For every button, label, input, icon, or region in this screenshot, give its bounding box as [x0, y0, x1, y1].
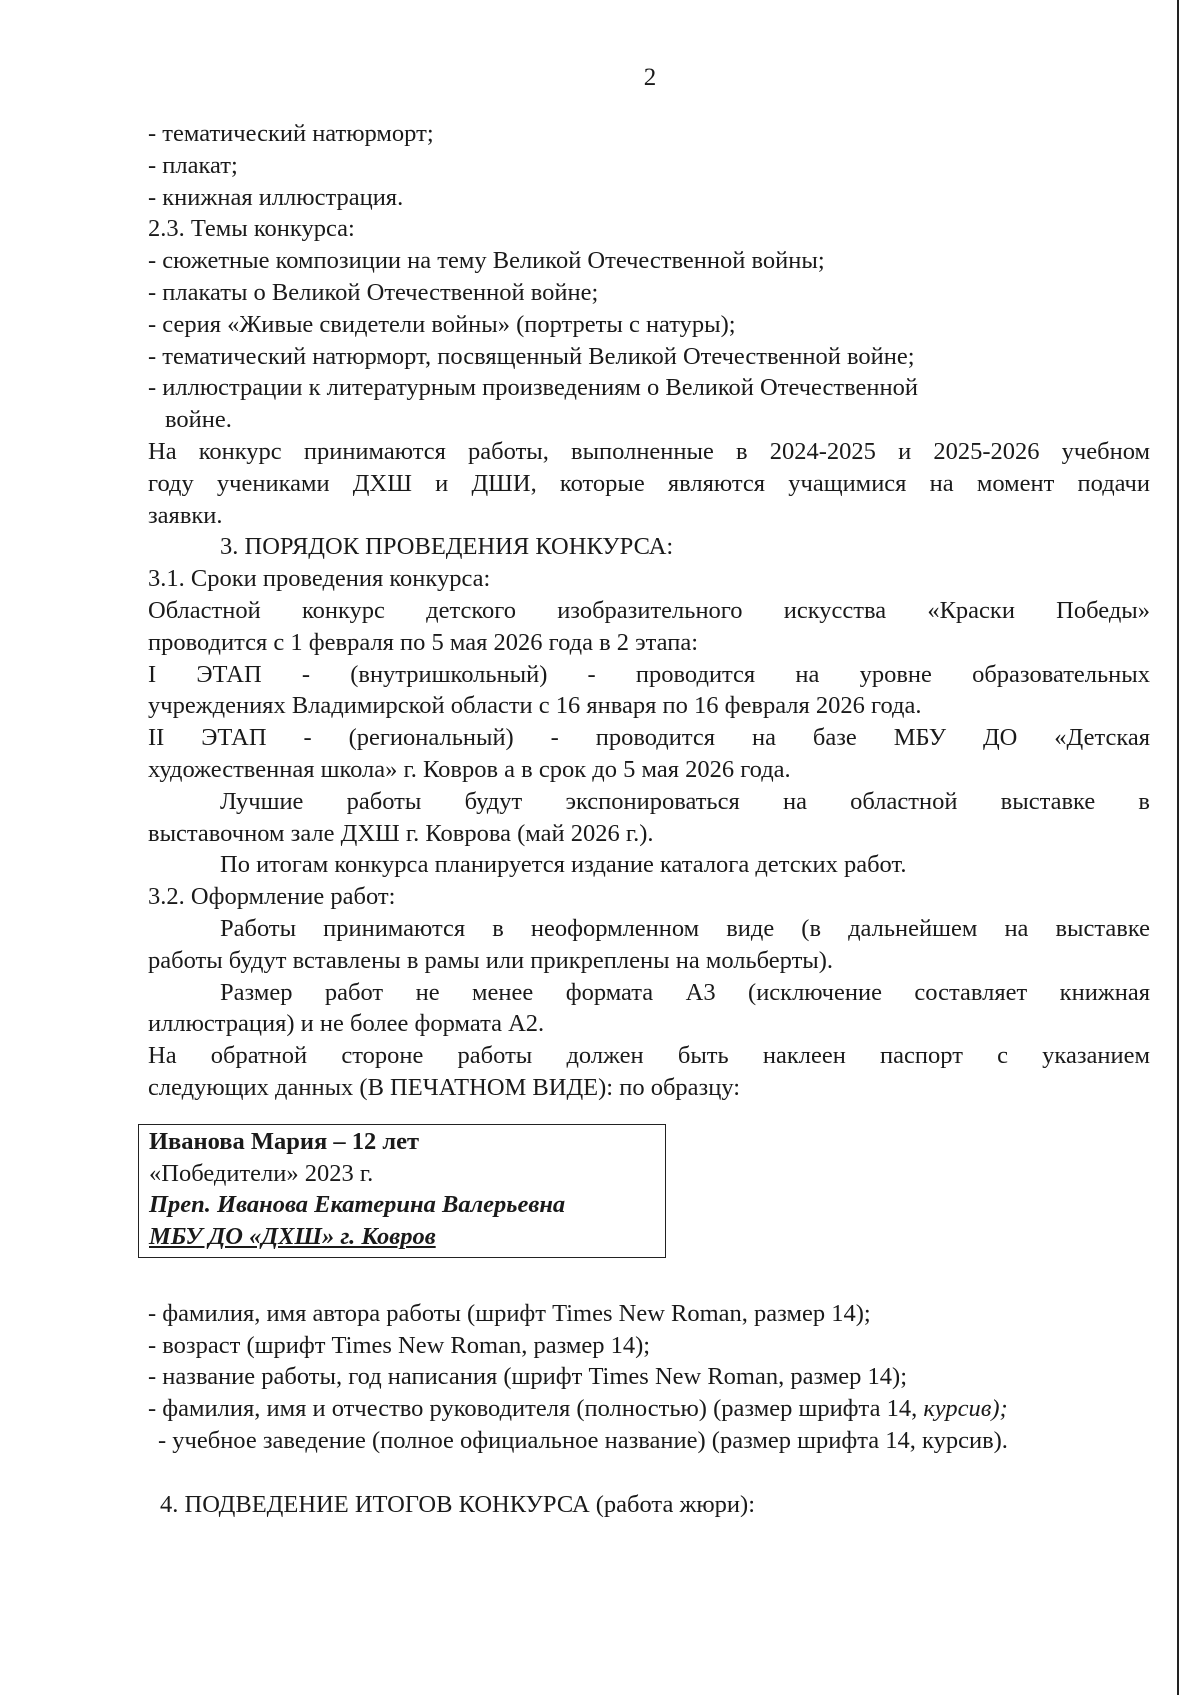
list-item: - иллюстрации к литературным произведениям о Великой Отечественной — [148, 374, 918, 402]
requirement-item: - возраст (шрифт Times New Roman, размер 14); — [148, 1331, 651, 1359]
paragraph-line: заявки. — [148, 501, 223, 529]
list-item: - сюжетные композиции на тему Великой Отечественной войны; — [148, 247, 825, 275]
sample-teacher: Преп. Иванова Екатерина Валерьевна — [149, 1191, 566, 1219]
sample-school: МБУ ДО «ДХШ» г. Ковров — [149, 1223, 436, 1251]
list-item: - книжная иллюстрация. — [148, 183, 404, 211]
paragraph-line: выставочном зале ДХШ г. Коврова (май 2026 г.). — [148, 819, 654, 847]
list-item: - тематический натюрморт, посвященный Великой Отечественной войне; — [148, 342, 915, 370]
page-edge-line — [1177, 0, 1179, 1695]
paragraph-line: Областной конкурс детского изобразительного искусства «Краски Победы» — [148, 596, 1150, 624]
list-item: - плакат; — [148, 151, 238, 179]
stage-line: II ЭТАП - (региональный) - проводится на базе МБУ ДО «Детская — [148, 724, 1150, 752]
sample-passport-box — [138, 1124, 666, 1258]
page-number: 2 — [643, 64, 657, 91]
stage-line: учреждениях Владимирской области с 16 января по 16 февраля 2026 года. — [148, 692, 922, 720]
document-body — [148, 118, 1150, 1521]
paragraph-line: следующих данных (В ПЕЧАТНОМ ВИДЕ): по образцу: — [148, 1073, 741, 1101]
requirement-item — [148, 1393, 1150, 1425]
list-item: - плакаты о Великой Отечественной войне; — [148, 278, 599, 306]
subsection-heading: 3.2. Оформление работ: — [148, 883, 396, 911]
sample-title-year: «Победители» 2023 г. — [149, 1159, 374, 1187]
paragraph-line: работы будут вставлены в рамы или прикреплены на мольберты). — [148, 946, 834, 974]
subsection-heading: 3.1. Сроки проведения конкурса: — [148, 565, 491, 593]
sample-name-age: Иванова Мария – 12 лет — [149, 1127, 420, 1155]
subsection-heading: 2.3. Темы конкурса: — [148, 215, 355, 243]
list-item: - серия «Живые свидетели войны» (портреты с натуры); — [148, 310, 736, 338]
list-item-continuation: войне. — [165, 406, 232, 434]
stage-line: I ЭТАП - (внутришкольный) - проводится на уровне образовательных — [148, 660, 1150, 688]
paragraph-line: По итогам конкурса планируется издание каталога детских работ. — [220, 851, 907, 879]
paragraph-line: иллюстрация) и не более формата А2. — [148, 1010, 545, 1038]
paragraph-line: Лучшие работы будут экспонироваться на областной выставке в — [220, 787, 1150, 815]
section-heading: 3. ПОРЯДОК ПРОВЕДЕНИЯ КОНКУРСА: — [220, 533, 674, 561]
spacer — [148, 1258, 1150, 1298]
requirement-item: - название работы, год написания (шрифт Times New Roman, размер 14); — [148, 1363, 908, 1391]
stage-line: художественная школа» г. Ковров а в срок до 5 мая 2026 года. — [148, 755, 791, 783]
paragraph-line: году учениками ДХШ и ДШИ, которые являются учащимися на момент подачи — [148, 469, 1150, 497]
section-heading: 4. ПОДВЕДЕНИЕ ИТОГОВ КОНКУРСА (работа жюри): — [160, 1490, 755, 1518]
requirement-italic: курсив); — [923, 1395, 1008, 1423]
requirement-item: - учебное заведение (полное официальное название) (размер шрифта 14, курсив). — [158, 1427, 1008, 1455]
paragraph-line: Размер работ не менее формата А3 (исключение составляет книжная — [220, 978, 1150, 1006]
requirement-text: - фамилия, имя и отчество руководителя (полностью) (размер шрифта 14, — [148, 1395, 924, 1423]
paragraph-line: Работы принимаются в неоформленном виде (в дальнейшем на выставке — [220, 914, 1150, 942]
paragraph-line: проводится с 1 февраля по 5 мая 2026 года в 2 этапа: — [148, 628, 699, 656]
list-item: - тематический натюрморт; — [148, 120, 434, 147]
paragraph-line: На конкурс принимаются работы, выполненные в 2024-2025 и 2025-2026 учебном — [148, 437, 1150, 465]
requirement-item: - фамилия, имя автора работы (шрифт Times New Roman, размер 14); — [148, 1299, 871, 1327]
paragraph-line: На обратной стороне работы должен быть наклеен паспорт с указанием — [148, 1042, 1150, 1070]
